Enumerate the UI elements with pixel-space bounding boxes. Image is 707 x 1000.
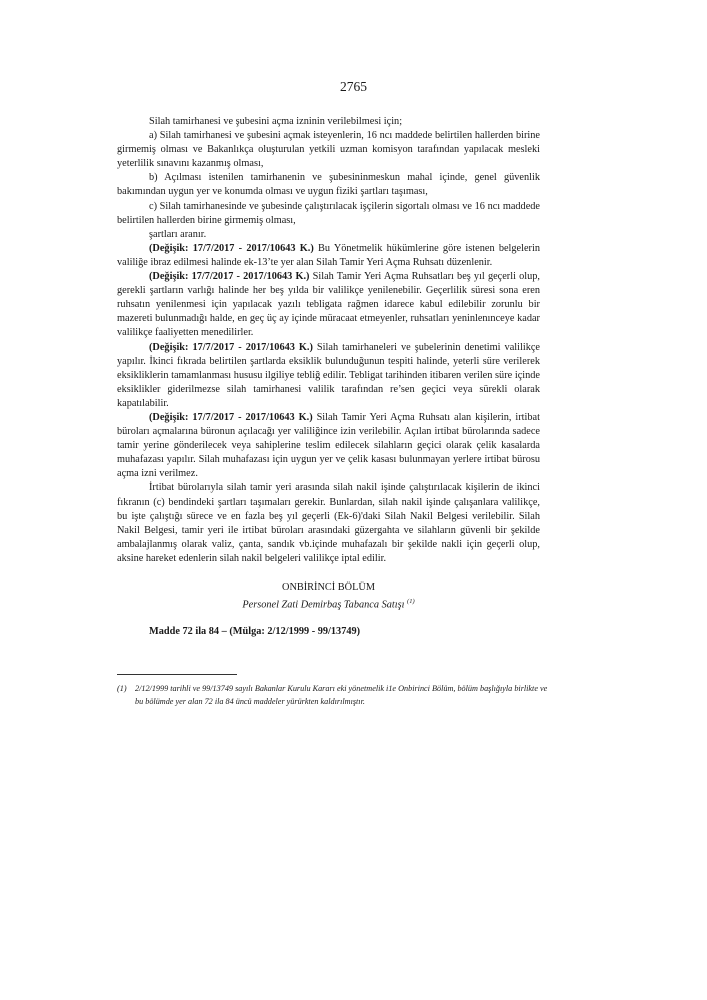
paragraph-text: c) Silah tamirhanesinde ve şubesinde çalıştırılacak işçilerin sigortalı olması ve 16 ncı maddede belirtilen hallerden birine girmemiş olması, xyxy=(117,200,540,226)
page-number: 2765 xyxy=(340,79,367,94)
paragraph xyxy=(117,270,540,340)
amendment-note: (Değişik: 17/7/2017 - 2017/10643 K.) xyxy=(149,271,310,283)
paragraph-text: b) Açılması istenilen tamirhanenin ve şubesininmeskun mahal içinde, genel güvenlik bakımından uygun yer ve konumda olması ve uygun fiziki şartları taşıması, xyxy=(117,172,540,198)
repealed-articles: Madde 72 ila 84 – (Mülga: 2/12/1999 - 99/13749) xyxy=(149,626,361,637)
body-text xyxy=(117,115,540,566)
footnote-divider xyxy=(117,674,237,675)
paragraph-text: İrtibat bürolarıyla silah tamir yeri arasında silah nakil işinde çalıştırılacak kişilerin de ikinci fıkranın (c) bendindeki şartları taşımaları gerekir. Bunlardan, silah nakil işinde çalışanlara valilikçe, bu işte çalıştığı sürece ve en fazla beş yıl geçerli (Ek-6)'daki Silah Nakil Belgesi verilebilir. Silah Nakil Belgesi, tamir yeri ile irtibat büroları arasındaki güzergahta ve silahların güvenli bir şekilde ambalajlanmış olarak valiz, çanta, sandık vb.içinde muhafazalı bir şekilde nakli için geçerli olup, aksine hareket edenlerin silah nakil belgeleri valilikçe iptal edilir. xyxy=(117,482,540,564)
paragraph xyxy=(117,242,540,270)
paragraph xyxy=(117,115,540,129)
paragraph-text: Silah tamirhaneleri ve şubelerinin denetimi valilikçe yapılır. İkinci fıkrada belirtilen şartlarda eksiklik bulunduğunun tespiti halinde, yeterli süre verilerek eksikliklerin tamamlanması hususu ilgiliye tebliğ edilir. Tebligat tarihinden itibaren verilen süre içinde eksiklikler giderilmezse silah tamirhanesi valilik tarafından re’sen geçici veya sürekli olarak kapatılabilir. xyxy=(117,341,540,409)
footnote-text: 2/12/1999 tarihli ve 99/13749 sayılı Bakanlar Kurulu Kararı eki yönetmelik i1e Onbirinci Bölüm, bölüm başlığıyla birlikte ve bu bölümde yer alan 72 ila 84 üncü maddeler yürürkten kaldırılmıştır. xyxy=(135,684,548,706)
amendment-note: (Değişik: 17/7/2017 - 2017/10643 K.) xyxy=(149,242,314,254)
paragraph-text: şartları aranır. xyxy=(149,228,207,240)
amendment-note: (Değişik: 17/7/2017 - 2017/10643 K.) xyxy=(149,341,313,353)
amendment-note: (Değişik: 17/7/2017 - 2017/10643 K.) xyxy=(149,411,313,423)
paragraph xyxy=(117,129,540,171)
paragraph xyxy=(117,171,540,199)
section-subtitle xyxy=(117,595,540,612)
footnote xyxy=(117,683,557,708)
paragraph-text: Silah Tamir Yeri Açma Ruhsatları beş yıl geçerli olup, gerekli şartların varlığı halinde her beş yılda bir valilikçe yenilenebilir. Geçerlilik süresi sona eren ruhsatın yenilenmesi için yapılacak yazılı tebligata rağmen idarece kabul edilebilir zorunlu bir mazereti bulunmadığı halde, en geç üç ay içinde müracaat etmeyenler, ruhsatları yeninlenınceye kadar valilikçe faaliyetten menedilirler. xyxy=(117,271,540,339)
footnote-reference: (1) xyxy=(407,598,415,605)
paragraph xyxy=(117,411,540,481)
paragraph-text: a) Silah tamirhanesi ve şubesini açmak isteyenlerin, 16 ncı maddede belirtilen hallerden birine girmemiş olması ve Bakanlıkça oluşturulan yetkili uzman komisyon tarafından yapılacak mesleki yeterlilik sınavını kazanmış olması, xyxy=(117,130,540,170)
paragraph xyxy=(117,200,540,228)
paragraph xyxy=(117,341,540,411)
paragraph-text: Bu Yönetmelik hükümlerine göre istenen belgelerin valiliğe ibraz edilmesi halinde ek-13’te yer alan Silah Tamir Yeri Açma Ruhsatı düzenlenir. xyxy=(117,242,540,268)
section-heading xyxy=(117,581,540,612)
paragraph-text: Silah Tamir Yeri Açma Ruhsatı alan kişilerin, irtibat büroları açmalarına büronun açılacağı yer valiliğince izin verilebilir. Açılan irtibat bürolarında sadece tamir yerine gönderilecek veya sahiplerine teslim edilecek silahların geçici olarak çelik kasalarda muhafazası yapılır. Silah muhafazası için uygun yer ve çelik kasası bulunmayan yerlere irtibat bürosu açma izni verilmez. xyxy=(117,411,540,480)
paragraph-text: Silah tamirhanesi ve şubesini açma izninin verilebilmesi için; xyxy=(149,116,403,127)
paragraph xyxy=(117,228,540,242)
paragraph xyxy=(117,481,540,566)
footnote-mark: (1) xyxy=(117,684,127,693)
section-subtitle-text: Personel Zati Demirbaş Tabanca Satışı xyxy=(242,599,405,611)
section-title: ONBİRİNCİ BÖLÜM xyxy=(282,582,375,593)
